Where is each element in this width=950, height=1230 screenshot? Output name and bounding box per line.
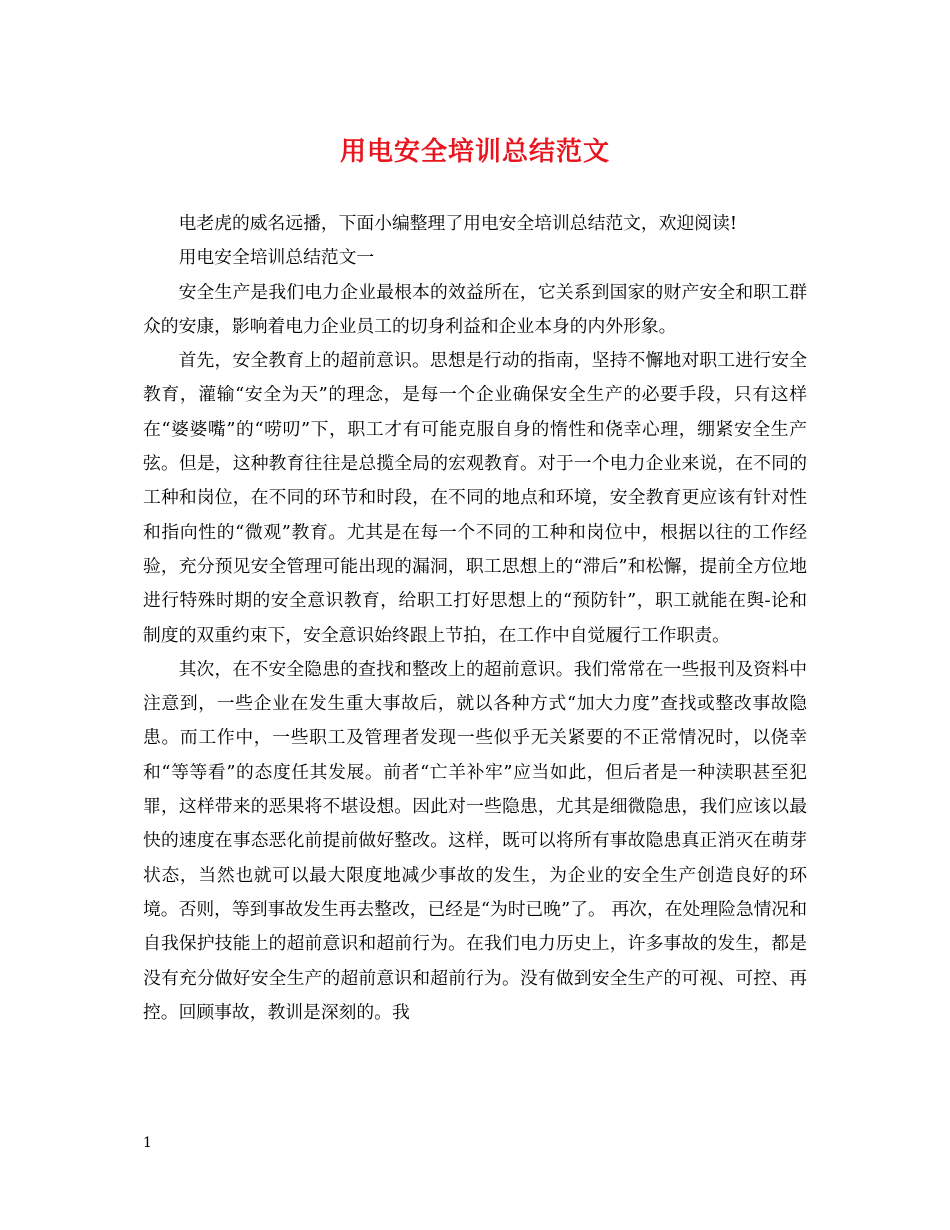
document-body — [143, 207, 807, 1030]
body-paragraph: 安全生产是我们电力企业最根本的效益所在，它关系到国家的财产安全和职工群众的安康，影响着电力企业员工的切身利益和企业本身的内外形象。 — [143, 281, 807, 337]
page-number: 1 — [143, 1135, 152, 1151]
section-heading: 用电安全培训总结范文一 — [178, 247, 375, 269]
document-title: 用电安全培训总结范文 — [339, 137, 610, 167]
body-paragraph: 首先，安全教育上的超前意识。思想是行动的指南，坚持不懈地对职工进行安全教育，灌输“安全为天”的理念，是每一个企业确保安全生产的必要手段，只有这样在“婆婆嘴”的“唠叨”下，职工才有可能克服自身的惰性和侥幸心理，绷紧安全生产弦。但是，这种教育往往是总揽全局的宏观教育。对于一个电力企业来说，在不同的工种和岗位，在不同的环节和时段，在不同的地点和环境，安全教育更应该有针对性和指向性的“微观”教育。尤其是在每一个不同的工种和岗位中，根据以往的工作经验，充分预见安全管理可能出现的漏洞，职工思想上的“滞后”和松懈，提前全方位地进行特殊时期的安全意识教育，给职工打好思想上的“预防针”，职工就能在舆-论和制度的双重约束下，安全意识始终跟上节拍，在工作中自觉履行工作职责。 — [143, 350, 807, 646]
body-paragraph: 其次，在不安全隐患的查找和整改上的超前意识。我们常常在一些报刊及资料中注意到，一些企业在发生重大事故后，就以各种方式“加大力度”查找或整改事故隐患。而工作中，一些职工及管理者发现一些似乎无关紧要的不正常情况时，以侥幸和“等等看”的态度任其发展。前者“亡羊补牢”应当如此，但后者是一种渎职甚至犯罪，这样带来的恶果将不堪设想。因此对一些隐患，尤其是细微隐患，我们应该以最快的速度在事态恶化前提前做好整改。这样，既可以将所有事故隐患真正消灭在萌芽状态，当然也就可以最大限度地减少事故的发生，为企业的安全生产创造良好的环境。否则，等到事故发生再去整改，已经是“为时已晚”了。 再次，在处理险急情况和自我保护技能上的超前意识和超前行为。在我们电力历史上，许多事故的发生，都是没有充分做好安全生产的超前意识和超前行为。没有做到安全生产的可视、可控、再控。回顾事故，教训是深刻的。我 — [143, 658, 807, 1023]
intro-paragraph: 电老虎的威名远播，下面小编整理了用电安全培训总结范文，欢迎阅读! — [178, 213, 737, 234]
